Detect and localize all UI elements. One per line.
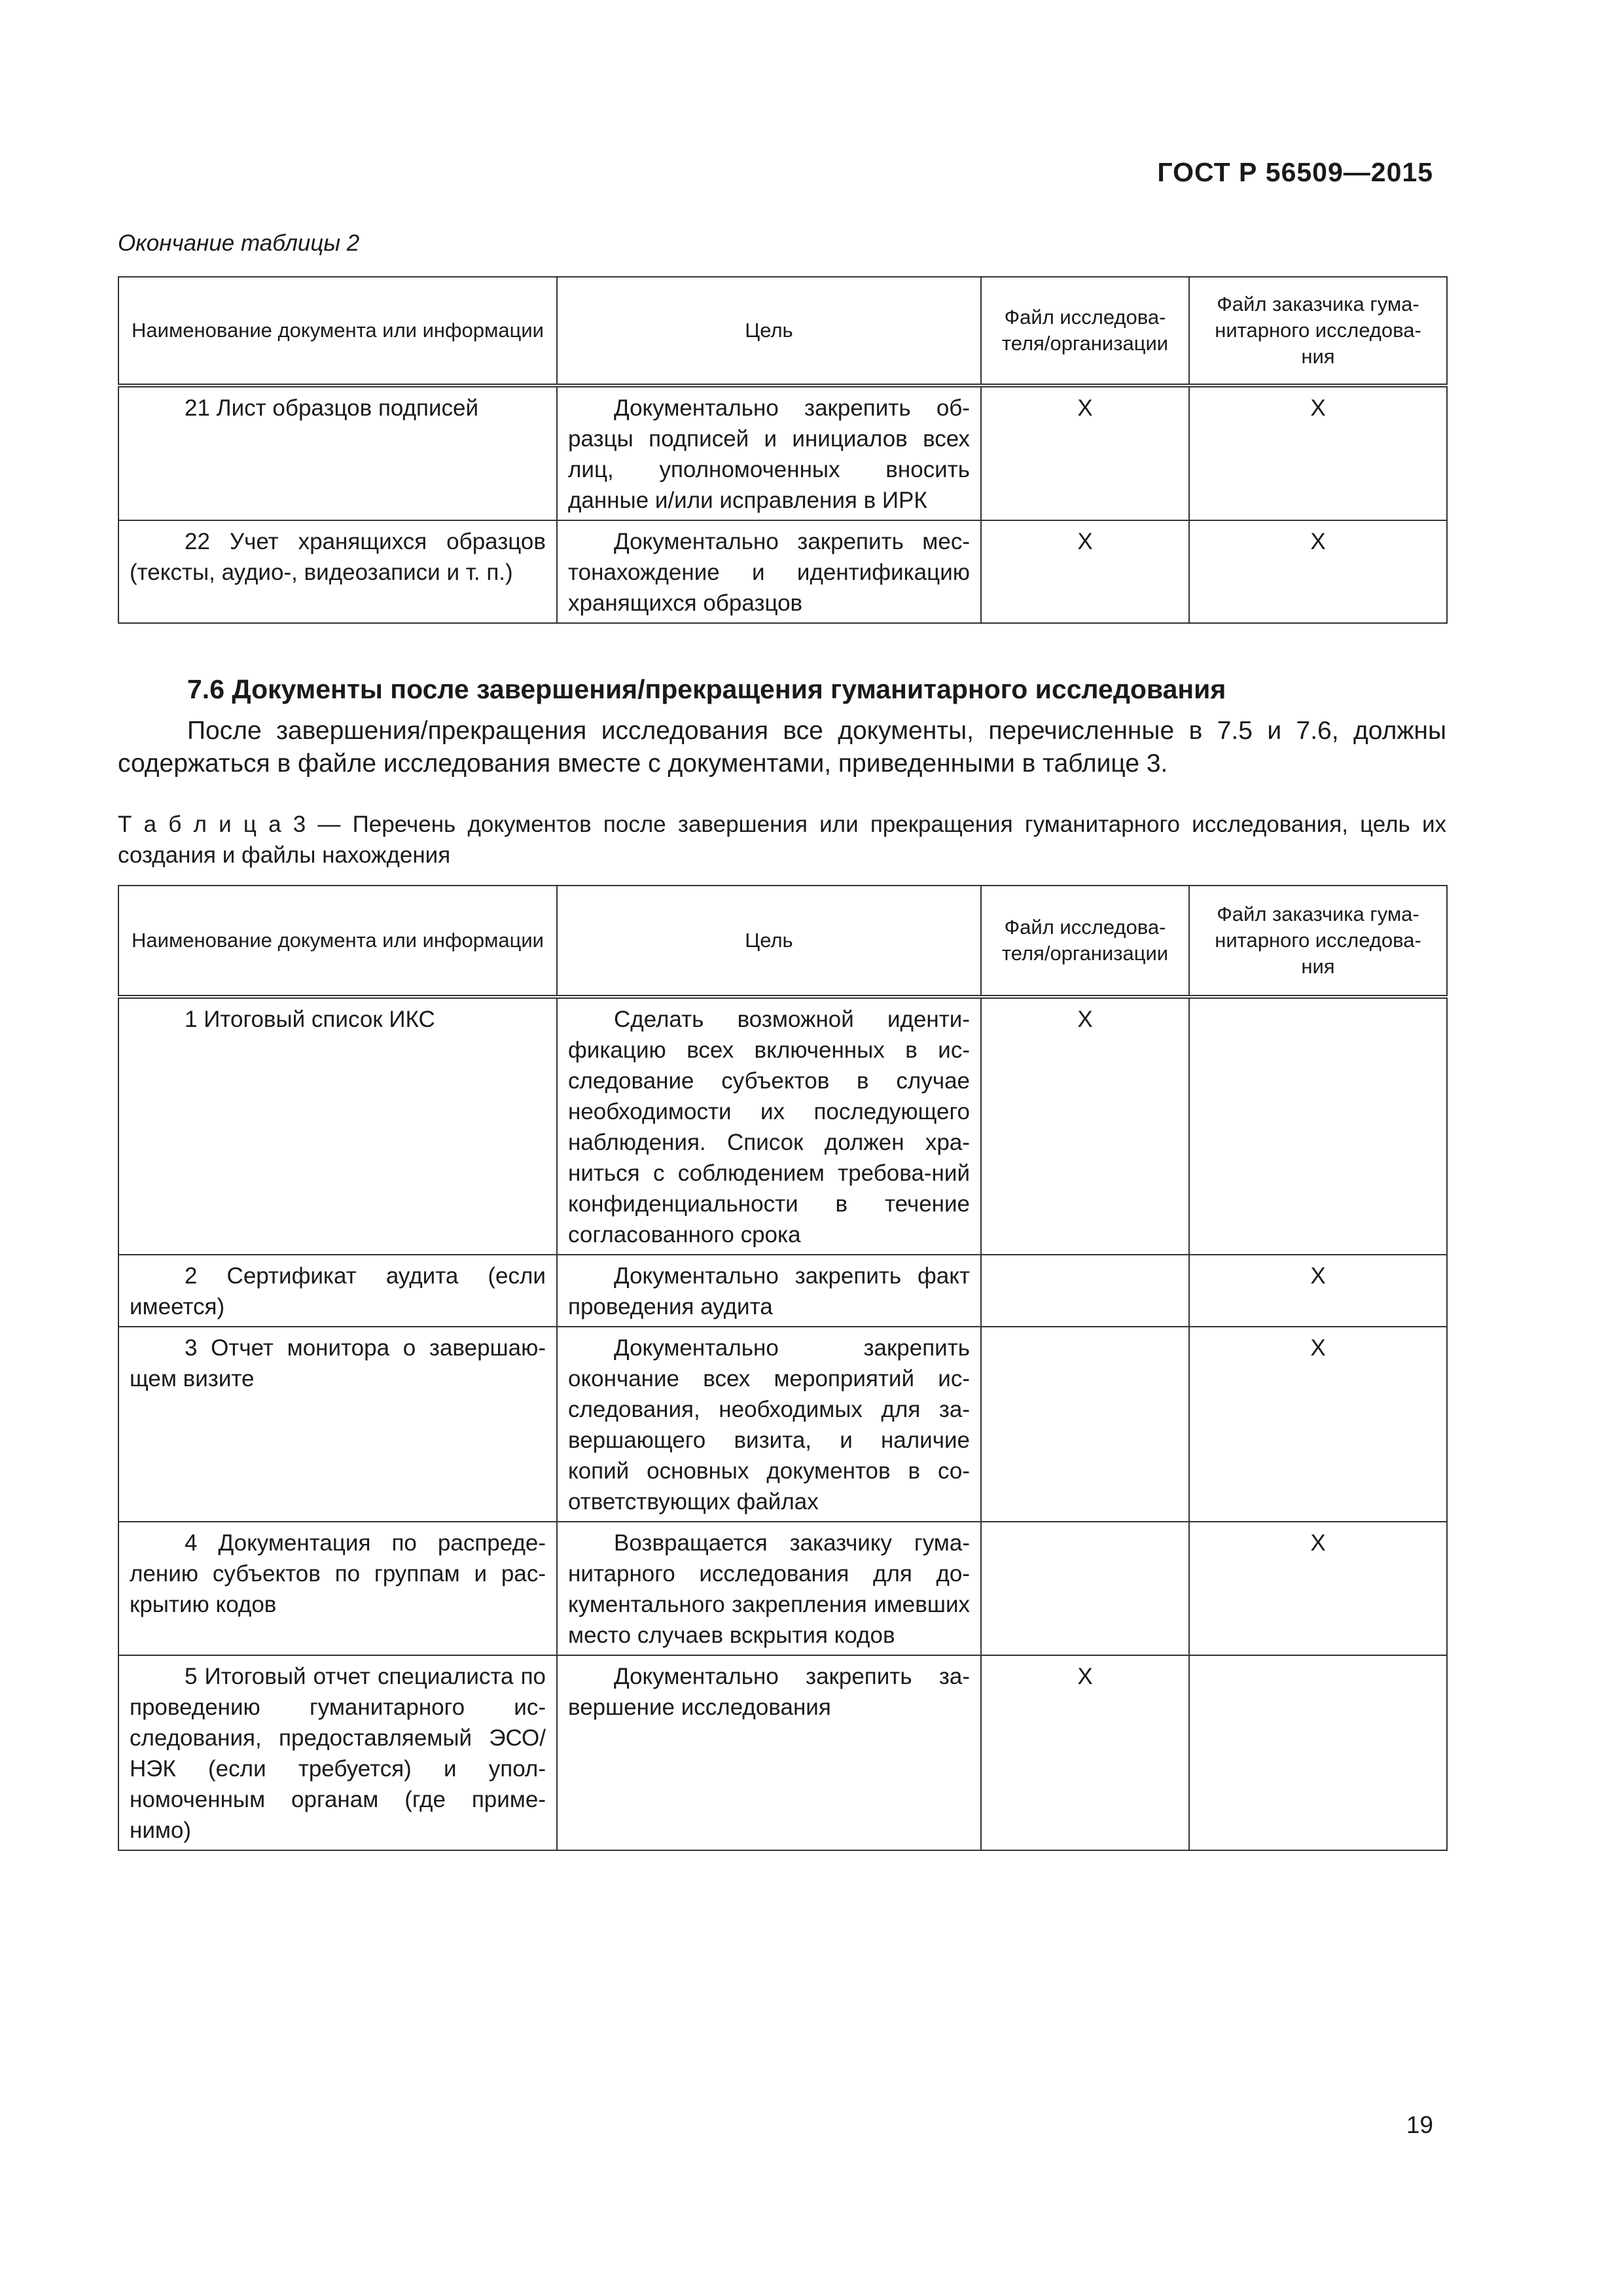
- sponsor-file-mark: [1189, 1655, 1447, 1850]
- column-header-name: Наименование документа или информации: [118, 277, 557, 386]
- sponsor-file-mark: X: [1189, 1327, 1447, 1522]
- sponsor-file-mark: [1189, 997, 1447, 1255]
- document-goal: Документально закрепить об-разцы подписей и инициалов всех лиц, уполномоченных вносить данные и/или исправления в ИРК: [557, 386, 981, 520]
- document-goal: Документально закрепить за-вершение исследования: [557, 1655, 981, 1850]
- document-goal: Документально закрепить факт проведения аудита: [557, 1255, 981, 1327]
- column-header-researcher-file: Файл исследова-теля/организации: [981, 277, 1189, 386]
- table-row: [118, 1522, 1447, 1655]
- column-header-sponsor-file: Файл заказчика гума-нитарного исследова-ния: [1189, 886, 1447, 997]
- document-goal: Документально закрепить мес-тонахождение и идентификацию хранящихся образцов: [557, 520, 981, 623]
- table-row: [118, 1255, 1447, 1327]
- sponsor-file-mark: X: [1189, 520, 1447, 623]
- researcher-file-mark: X: [981, 520, 1189, 623]
- researcher-file-mark: X: [981, 386, 1189, 520]
- document-name: 2 Сертификат аудита (если имеется): [118, 1255, 557, 1327]
- sponsor-file-mark: X: [1189, 1255, 1447, 1327]
- researcher-file-mark: [981, 1255, 1189, 1327]
- document-code: ГОСТ Р 56509—2015: [1157, 157, 1433, 187]
- table-row: [118, 1327, 1447, 1522]
- sponsor-file-mark: X: [1189, 386, 1447, 520]
- researcher-file-mark: X: [981, 1655, 1189, 1850]
- table3: [118, 885, 1448, 1851]
- document-name: 22 Учет хранящихся образцов (тексты, аудио-, видеозаписи и т. п.): [118, 520, 557, 623]
- table-row: [118, 1655, 1447, 1850]
- researcher-file-mark: X: [981, 997, 1189, 1255]
- sponsor-file-mark: X: [1189, 1522, 1447, 1655]
- document-name: 5 Итоговый отчет специалиста по проведению гуманитарного ис-следования, предоставляемый ЭСО/НЭК (если требуется) и упол-номоченным органам (где приме-нимо): [118, 1655, 557, 1850]
- document-goal: Документально закрепить окончание всех мероприятий ис-следования, необходимых для за-вершающего визита, и наличие копий основных документов в со-ответствующих файлах: [557, 1327, 981, 1522]
- document-name: 1 Итоговый список ИКС: [118, 997, 557, 1255]
- researcher-file-mark: [981, 1327, 1189, 1522]
- table2: [118, 276, 1448, 624]
- column-header-goal: Цель: [557, 277, 981, 386]
- column-header-sponsor-file: Файл заказчика гума-нитарного исследова-ния: [1189, 277, 1447, 386]
- document-goal: Возвращается заказчику гума-нитарного исследования для до-кументального закрепления имевших место случаев вскрытия кодов: [557, 1522, 981, 1655]
- section-paragraph: После завершения/прекращения исследования все документы, перечисленные в 7.5 и 7.6, должны содержаться в файле исследования вместе с документами, приведенными в таблице 3.: [118, 717, 1446, 778]
- document-name: 21 Лист образцов подписей: [118, 386, 557, 520]
- table-row: [118, 386, 1447, 520]
- table3-title: [118, 809, 1446, 870]
- table2-header-row: [118, 277, 1447, 386]
- document-name: 4 Документация по распреде-лению субъектов по группам и рас-крытию кодов: [118, 1522, 557, 1655]
- table-row: [118, 520, 1447, 623]
- table3-header-row: [118, 886, 1447, 997]
- table3-title-label: Т а б л и ц а 3: [118, 812, 306, 837]
- column-header-researcher-file: Файл исследова-теля/организации: [981, 886, 1189, 997]
- section-heading: 7.6 Документы после завершения/прекращения гуманитарного исследования: [187, 674, 1226, 704]
- table2-continuation-caption: Окончание таблицы 2: [118, 230, 360, 256]
- table-row: [118, 997, 1447, 1255]
- document-goal: Сделать возможной иденти-фикацию всех включенных в ис-следование субъектов в случае необходимости их последующего наблюдения. Список должен хра-ниться с соблюдением требова-ний конфиденциальности в течение согласованного срока: [557, 997, 981, 1255]
- column-header-goal: Цель: [557, 886, 981, 997]
- column-header-name: Наименование документа или информации: [118, 886, 557, 997]
- researcher-file-mark: [981, 1522, 1189, 1655]
- page-number: 19: [1406, 2111, 1433, 2138]
- table3-title-text: — Перечень документов после завершения или прекращения гуманитарного исследования, цель их создания и файлы нахождения: [118, 812, 1446, 868]
- document-name: 3 Отчет монитора о завершаю-щем визите: [118, 1327, 557, 1522]
